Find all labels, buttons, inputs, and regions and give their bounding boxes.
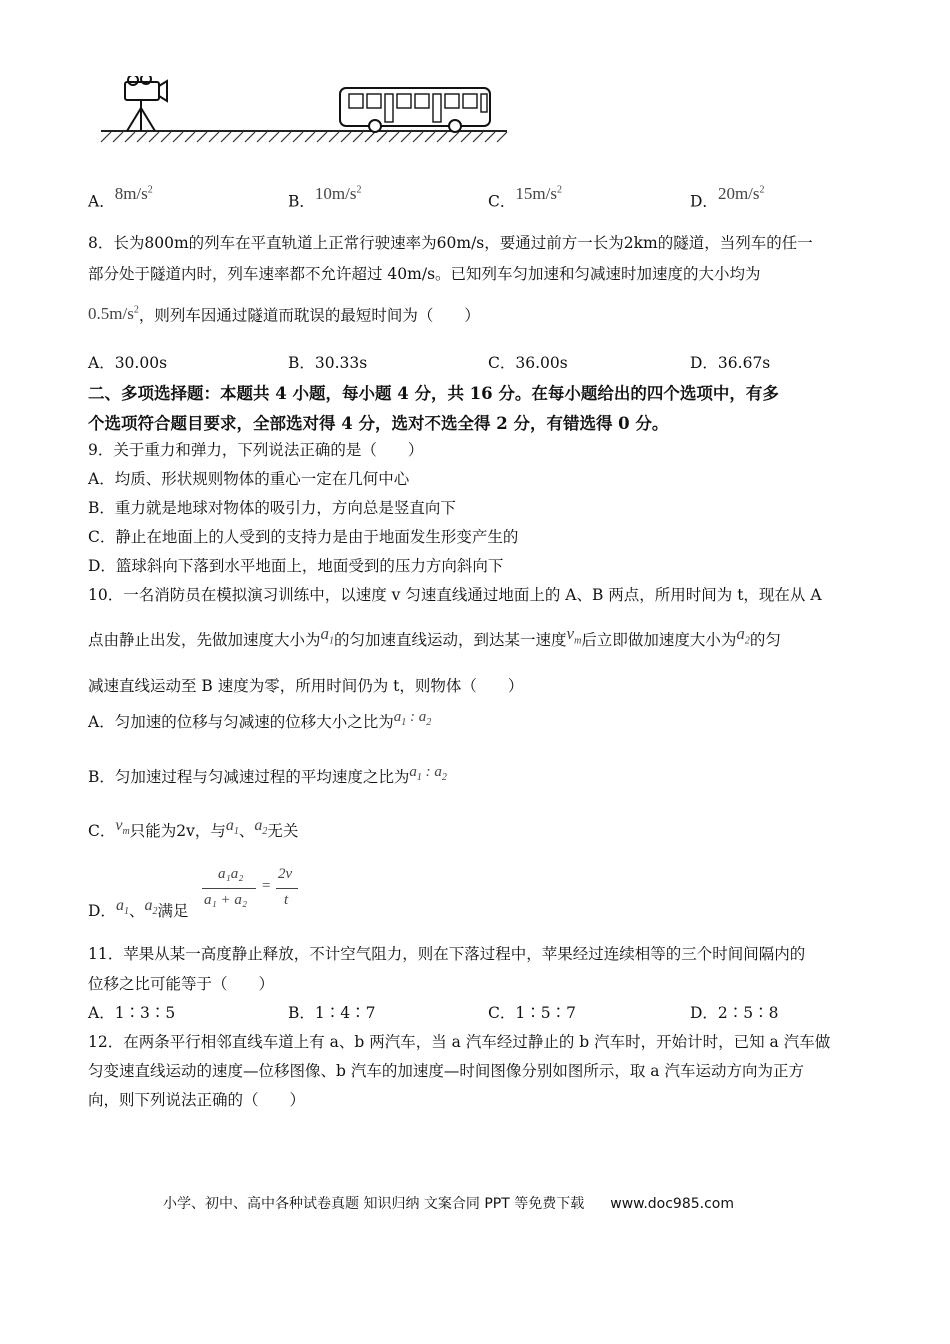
q9-option-b: B．重力就是地球对物体的吸引力，方向总是竖直向下 [88, 499, 456, 517]
q9-option-d: D．篮球斜向下落到水平地面上，地面受到的压力方向斜向下 [88, 557, 504, 575]
q9-stem: 9．关于重力和弹力，下列说法正确的是（ ） [88, 441, 424, 459]
q8-line-3: $0.5m/s^2$，则列车因通过隧道而耽误的最短时间为（ ） [88, 303, 480, 325]
camera-bus-figure [95, 76, 515, 146]
q10-fraction-formula: a₁a₂ a₁ + a₂ = 2v t [202, 864, 302, 914]
footer-text: 小学、初中、高中各种试卷真题 知识归纳 文案合同 PPT 等免费下载 www.doc985.com [163, 1196, 734, 1212]
q7-option-b: B．$10m/s^2$ [288, 183, 362, 211]
q11-option-a: A．1∶3∶5 [88, 1004, 176, 1022]
footer-site-link[interactable]: www.doc985.com [610, 1196, 734, 1212]
q7-option-d: D．$20m/s^2$ [690, 183, 765, 211]
q11-option-c: C．1∶5∶7 [488, 1004, 576, 1022]
q7-option-c: C．$15m/s^2$ [488, 183, 562, 211]
q8-option-a: A．30.00s [88, 354, 168, 372]
q8-option-d: D．36.67s [690, 354, 771, 372]
q11-line-2: 位移之比可能等于（ ） [88, 975, 275, 993]
q11-option-b: B．1∶4∶7 [288, 1004, 376, 1022]
q10-line-1: 10．一名消防员在模拟演习训练中，以速度 v 匀速直线通过地面上的 A、B 两点，所用时间为 t，现在从 A [88, 586, 822, 604]
q10-option-b: B．匀加速过程与匀减速过程的平均速度之比为$a_1$ : $a_2$ [88, 764, 447, 786]
q9-option-a: A．均质、形状规则物体的重心一定在几何中心 [88, 470, 410, 488]
q7-option-a: A．$8m/s^2$ [88, 183, 153, 211]
q10-line-3: 减速直线运动至 B 速度为零，所用时间仍为 t，则物体（ ） [88, 677, 524, 695]
q11-option-d: D．2∶5∶8 [690, 1004, 779, 1022]
q8-line-1: 8．长为800m的列车在平直轨道上正常行驶速率为60m/s，要通过前方一长为2km的隧道，当列车的任一 [88, 234, 813, 252]
q10-option-c: C．$v_m$只能为2v，与$a_1$、$a_2$无关 [88, 817, 299, 840]
q11-line-1: 11．苹果从某一高度静止释放，不计空气阻力，则在下落过程中，苹果经过连续相等的三个时间间隔内的 [88, 945, 806, 963]
bus-icon [340, 88, 490, 132]
q10-option-d: D．$a_1$、$a_2$满足 [88, 897, 189, 920]
section2-line-2: 个选项符合题目要求，全部选对得 4 分，选对不选全得 2 分，有错选得 0 分。 [88, 414, 669, 433]
camera-icon [125, 76, 167, 131]
q8-option-c: C．36.00s [488, 354, 568, 372]
q9-option-c: C．静止在地面上的人受到的支持力是由于地面发生形变产生的 [88, 528, 519, 546]
q12-line-2: 匀变速直线运动的速度—位移图像、b 汽车的加速度—时间图像分别如图所示，取 a 汽车运动方向为正方 [88, 1062, 804, 1080]
q8-option-b: B．30.33s [288, 354, 368, 372]
q8-line-2: 部分处于隧道内时，列车速率都不允许超过 40m/s。已知列车匀加速和匀减速时加速度的大小均为 [88, 265, 761, 283]
q12-line-3: 向，则下列说法正确的（ ） [88, 1091, 306, 1109]
q10-line-2: 点由静止出发，先做加速度大小为$a_1$的匀加速直线运动，到达某一速度$v_m$后立即做加速度大小为$a_2$的匀 [88, 624, 781, 649]
section2-line-1: 二、多项选择题：本题共 4 小题，每小题 4 分，共 16 分。在每小题给出的四个选项中，有多 [88, 384, 779, 403]
q10-option-a: A．匀加速的位移与匀减速的位移大小之比为$a_1$ : $a_2$ [88, 709, 432, 731]
q12-line-1: 12．在两条平行相邻直线车道上有 a、b 两汽车，当 a 汽车经过静止的 b 汽车时，开始计时，已知 a 汽车做 [88, 1033, 831, 1051]
